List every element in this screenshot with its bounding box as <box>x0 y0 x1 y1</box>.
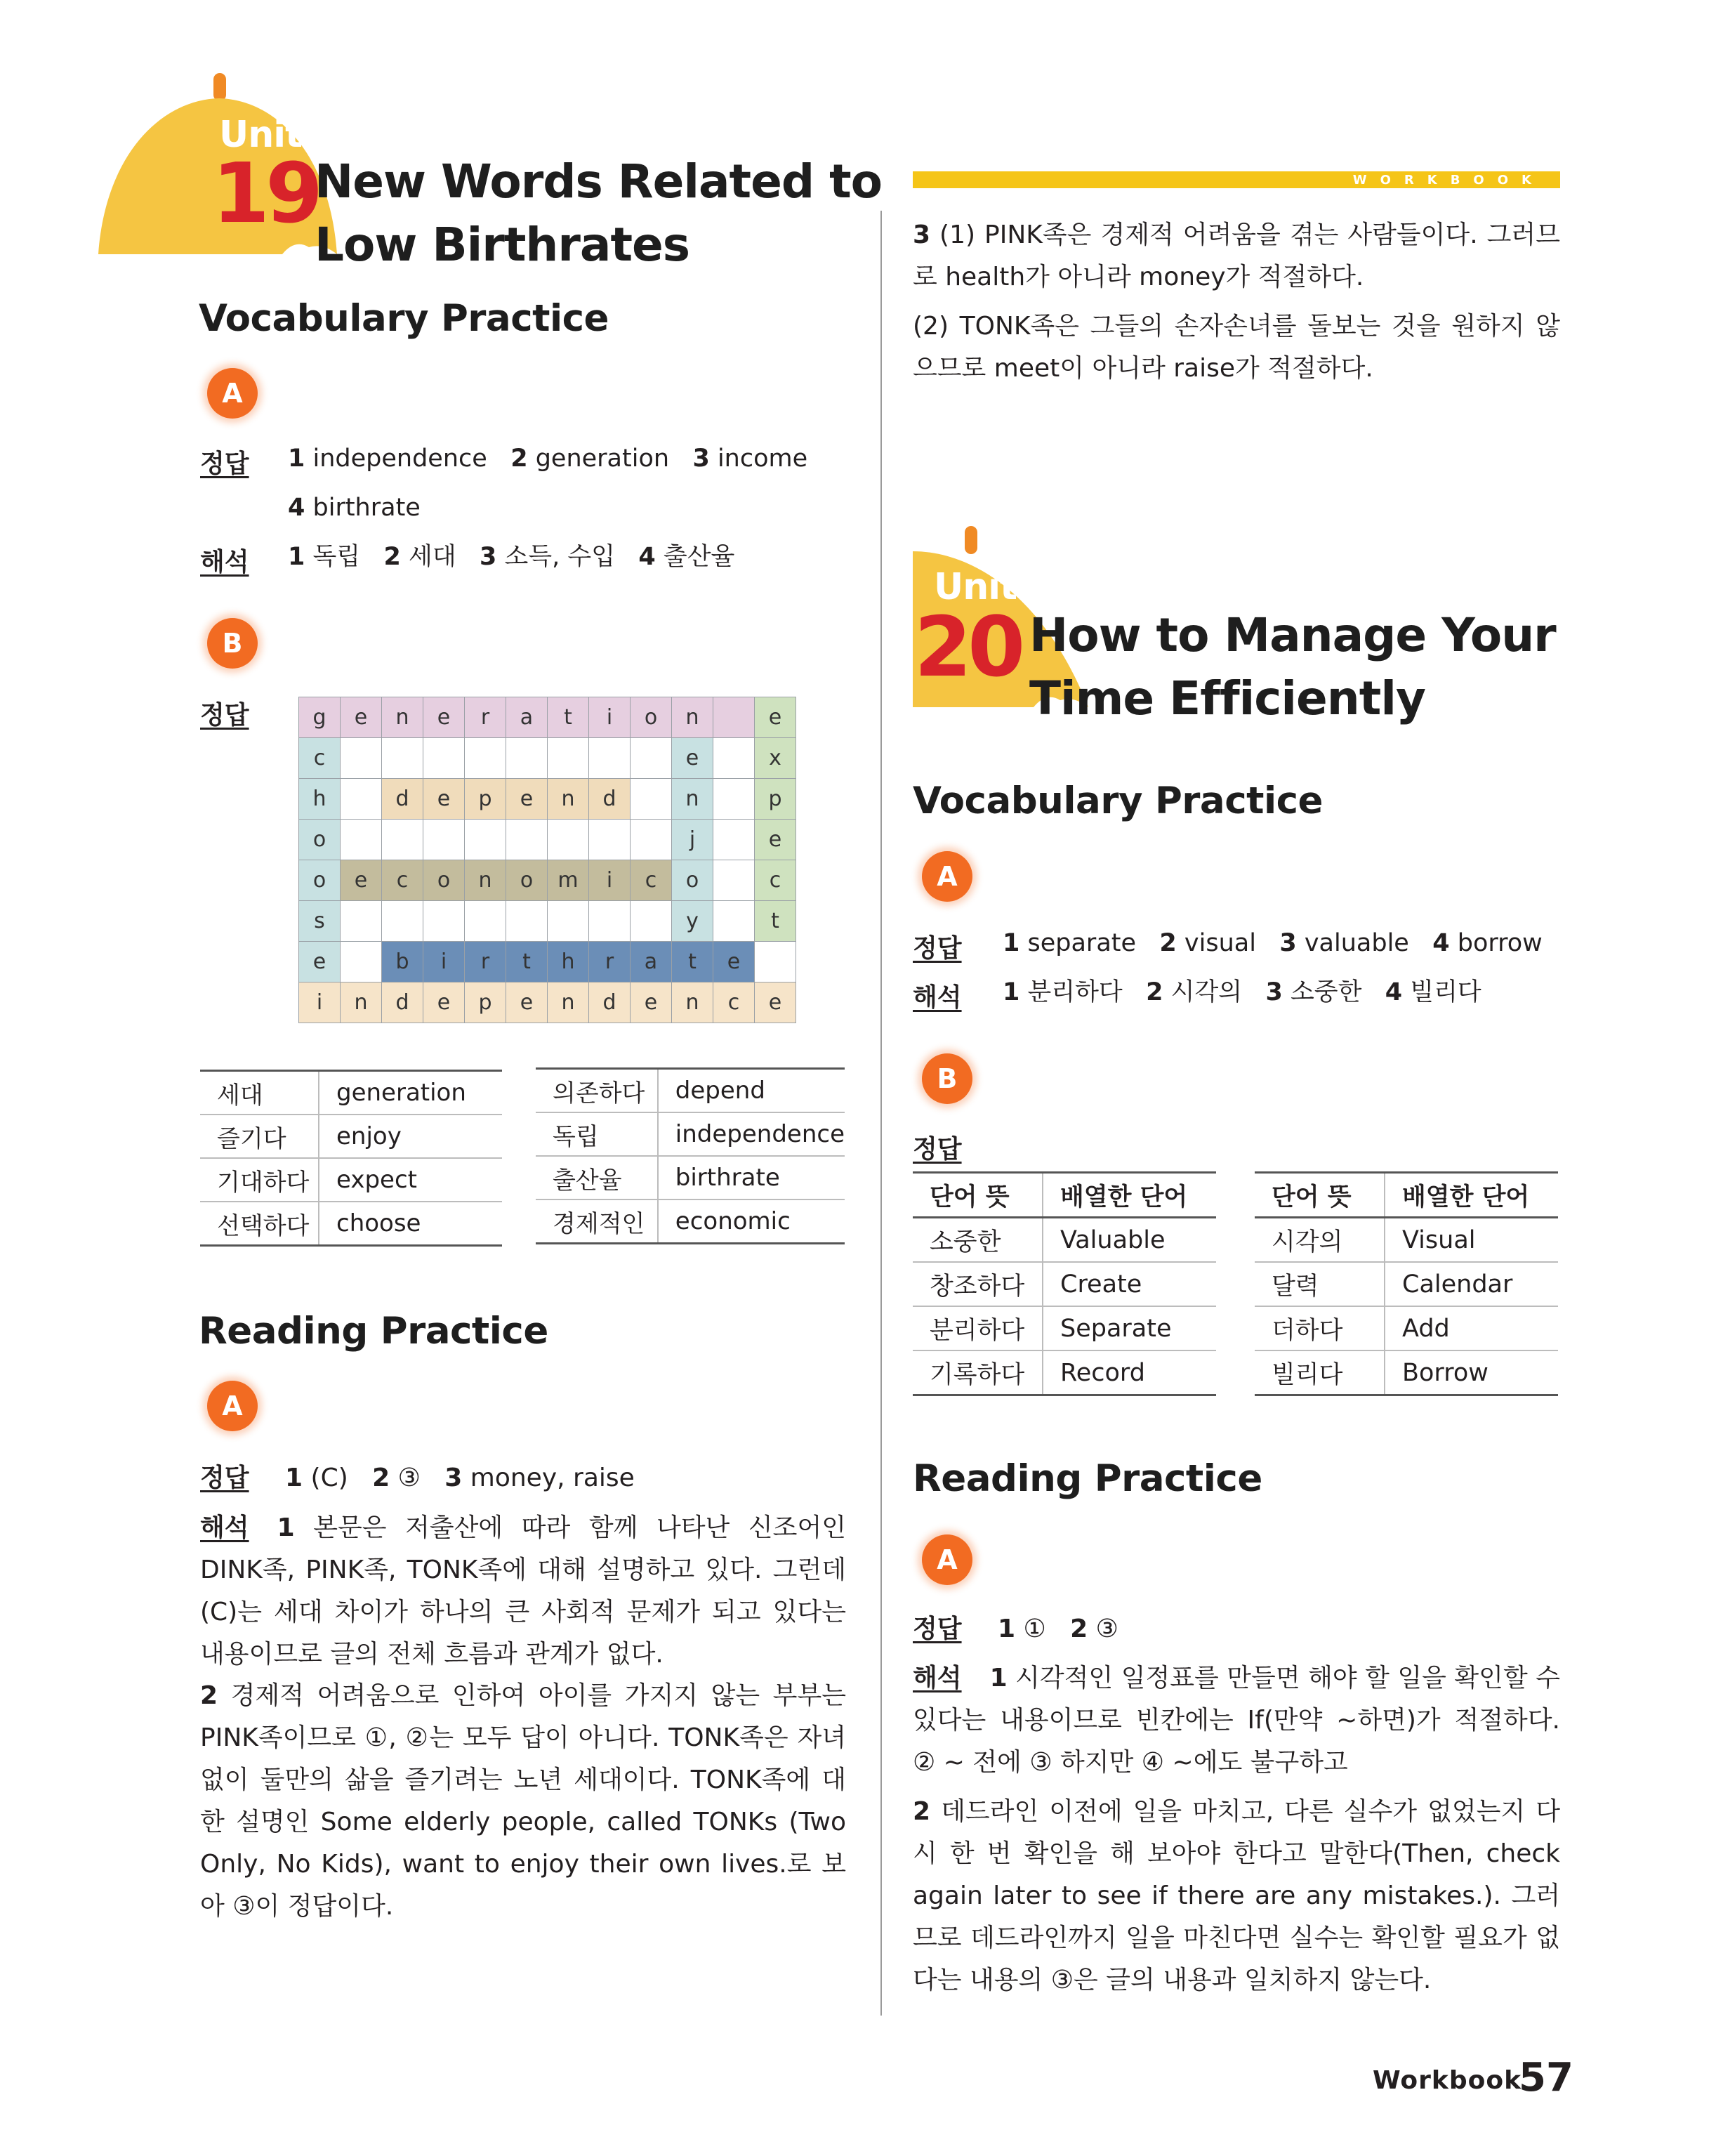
grid-cell: n <box>548 982 589 1023</box>
grid-cell <box>506 820 548 860</box>
grid-cell: d <box>589 982 631 1023</box>
unit-number: 19 <box>212 145 319 242</box>
grid-cell <box>713 901 755 942</box>
grid-cell: r <box>589 942 631 982</box>
grid-cell: n <box>672 779 713 820</box>
answer-label-b: 정답 <box>200 701 249 730</box>
table-row: 의존하다 depend <box>536 1069 845 1113</box>
grid-cell: a <box>631 942 672 982</box>
table-row: 경제적인 economic <box>536 1199 845 1244</box>
grid-cell: g <box>299 697 341 738</box>
vocab-a-meanings: 1 독립 2 세대 3 소득, 수입 4 출산율 <box>288 543 735 571</box>
badge-a: A <box>207 368 258 419</box>
grid-cell <box>341 738 382 779</box>
word-search-grid <box>298 697 796 1023</box>
vocab-heading: Vocabulary Practice <box>199 297 609 340</box>
badge-a: A <box>922 851 972 902</box>
grid-cell: o <box>299 820 341 860</box>
table-row: 세대 generation <box>200 1071 502 1115</box>
grid-row <box>299 738 796 779</box>
unit-title-line2: Low Birthrates <box>315 218 690 272</box>
grid-cell <box>465 738 506 779</box>
grid-cell: h <box>548 942 589 982</box>
reading-a-explanation-1: 해석 1 본문은 저출산에 따라 함께 나타난 신조어인 DINK족, PINK족, TONK족에 대해 설명하고 있다. 그런데 (C)는 세대 차이가 하나의 큰 사회적 문제가 되고 있다는 내용이므로 글의 전체 흐름과 관계가 없다. <box>200 1513 847 1669</box>
table-row: 창조하다 Create <box>913 1262 1216 1306</box>
grid-cell: h <box>299 779 341 820</box>
grid-cell: y <box>672 901 713 942</box>
grid-cell: s <box>299 901 341 942</box>
grid-cell <box>631 820 672 860</box>
grid-cell: c <box>299 738 341 779</box>
grid-cell <box>755 942 796 982</box>
grid-cell: e <box>713 942 755 982</box>
grid-cell: r <box>465 697 506 738</box>
grid-cell <box>631 779 672 820</box>
grid-cell: b <box>382 942 423 982</box>
grid-cell: e <box>423 779 465 820</box>
vocab-a-meanings: 1 분리하다 2 시각의 3 소중한 4 빌리다 <box>1003 978 1481 1006</box>
grid-cell: d <box>382 982 423 1023</box>
grid-cell: o <box>506 860 548 901</box>
answer-label: 정답 <box>200 449 249 478</box>
grid-cell <box>423 901 465 942</box>
grid-cell <box>382 901 423 942</box>
grid-cell: c <box>755 860 796 901</box>
grid-cell: e <box>423 982 465 1023</box>
grid-cell: n <box>672 982 713 1023</box>
grid-cell <box>506 738 548 779</box>
grid-cell <box>382 820 423 860</box>
unit-label: Unit <box>219 114 302 156</box>
grid-cell: e <box>423 697 465 738</box>
grid-cell: n <box>382 697 423 738</box>
table-row: 달력 Calendar <box>1255 1262 1558 1306</box>
vocab-table-left <box>200 1070 502 1247</box>
grid-row <box>299 860 796 901</box>
grid-cell: c <box>631 860 672 901</box>
grid-cell: e <box>506 779 548 820</box>
grid-cell: n <box>341 982 382 1023</box>
badge-b: B <box>922 1053 972 1104</box>
vocab-table-right <box>1255 1171 1558 1396</box>
grid-cell <box>548 738 589 779</box>
grid-cell <box>548 901 589 942</box>
reading-a-answer: 정답 1 (C) 2 ③ 3 money, raise <box>200 1464 635 1492</box>
grid-cell: n <box>465 860 506 901</box>
grid-row <box>299 982 796 1023</box>
grid-row <box>299 697 796 738</box>
grid-cell <box>589 901 631 942</box>
footer-label: Workbook <box>1373 2066 1522 2095</box>
grid-cell: t <box>672 942 713 982</box>
grid-cell: i <box>423 942 465 982</box>
explain-label: 해석 <box>200 548 249 577</box>
page-number: 57 <box>1519 2055 1573 2101</box>
unit-label: Unit <box>934 566 1017 608</box>
badge-a-reading: A <box>207 1381 258 1431</box>
grid-cell <box>631 901 672 942</box>
unit-title-line1: How to Manage Your <box>1029 608 1556 662</box>
grid-cell <box>382 738 423 779</box>
table-row: 즐기다 enjoy <box>200 1115 502 1158</box>
grid-cell: i <box>589 860 631 901</box>
table-row: 분리하다 Separate <box>913 1306 1216 1350</box>
grid-cell <box>506 901 548 942</box>
grid-cell: e <box>341 697 382 738</box>
table-row: 시각의 Visual <box>1255 1218 1558 1263</box>
grid-cell: t <box>548 697 589 738</box>
grid-row <box>299 820 796 860</box>
table-row: 빌리다 Borrow <box>1255 1350 1558 1395</box>
grid-cell: e <box>631 982 672 1023</box>
grid-cell: e <box>755 697 796 738</box>
badge-a-reading: A <box>922 1534 972 1585</box>
grid-cell <box>713 697 755 738</box>
grid-cell: d <box>382 779 423 820</box>
reading-heading: Reading Practice <box>913 1457 1262 1500</box>
grid-cell: j <box>672 820 713 860</box>
grid-cell <box>341 779 382 820</box>
vocab-table-right <box>536 1067 845 1244</box>
grid-cell: i <box>299 982 341 1023</box>
grid-cell <box>465 901 506 942</box>
grid-cell <box>548 820 589 860</box>
grid-row <box>299 942 796 982</box>
vocab-heading: Vocabulary Practice <box>913 780 1323 822</box>
table-row: 출산율 birthrate <box>536 1156 845 1199</box>
grid-cell <box>341 942 382 982</box>
grid-cell <box>341 820 382 860</box>
grid-cell: e <box>299 942 341 982</box>
table-row: 기록하다 Record <box>913 1350 1216 1395</box>
table-row: 기대하다 expect <box>200 1158 502 1202</box>
grid-cell: n <box>672 697 713 738</box>
grid-cell: e <box>672 738 713 779</box>
workbook-tag: WORKBOOK <box>1352 173 1545 188</box>
grid-cell <box>631 738 672 779</box>
grid-cell: o <box>672 860 713 901</box>
grid-cell <box>713 860 755 901</box>
grid-cell <box>713 738 755 779</box>
grid-cell: e <box>755 820 796 860</box>
grid-cell: n <box>548 779 589 820</box>
grid-cell <box>589 738 631 779</box>
grid-cell <box>589 820 631 860</box>
grid-cell: e <box>341 860 382 901</box>
table-header: 단어 뜻 배열한 단어 <box>913 1173 1216 1218</box>
unit-number: 20 <box>914 598 1022 695</box>
grid-cell <box>465 820 506 860</box>
grid-cell: c <box>382 860 423 901</box>
badge-b: B <box>207 618 258 669</box>
unit-title-line1: New Words Related to <box>315 155 882 209</box>
grid-cell: r <box>465 942 506 982</box>
grid-row <box>299 901 796 942</box>
grid-cell: o <box>299 860 341 901</box>
grid-cell: t <box>506 942 548 982</box>
column-divider <box>880 211 882 2016</box>
grid-cell: p <box>755 779 796 820</box>
answer-label-b: 정답 <box>913 1135 962 1164</box>
reading-a-explanation-2: 2 경제적 어려움으로 인하여 아이를 가지지 않는 부부는 PINK족이므로 ①, ②는 모두 답이 아니다. TONK족은 자녀 없이 둘만의 삶을 즐기려는 노년 세대이다. TONK족에 대한 설명인 Some elderly people, called TONKs (Two Only, No Kids), want to enjoy their own lives.로 보아 ③이 정답이다. <box>200 1681 847 1921</box>
grid-cell: c <box>713 982 755 1023</box>
vocab-table-left <box>913 1171 1216 1396</box>
grid-cell: d <box>589 779 631 820</box>
grid-cell: o <box>423 860 465 901</box>
unit-title-line2: Time Efficiently <box>1029 671 1425 725</box>
grid-cell: m <box>548 860 589 901</box>
table-row: 소중한 Valuable <box>913 1218 1216 1263</box>
grid-cell <box>713 779 755 820</box>
grid-cell <box>423 820 465 860</box>
table-header: 단어 뜻 배열한 단어 <box>1255 1173 1558 1218</box>
reading-a-explanation-2: 2 데드라인 이전에 일을 마치고, 다른 실수가 없었는지 다시 한 번 확인을 해 보아야 한다고 말한다(Then, check again later to see if there are any mistakes.). 그러므로 데드라인까지 일을 마친다면 실수는 확인할 필요가 없다는 내용의 ③은 글의 내용과 일치하지 않는다. <box>913 1797 1560 1994</box>
grid-cell: i <box>589 697 631 738</box>
grid-cell: e <box>755 982 796 1023</box>
grid-cell: x <box>755 738 796 779</box>
grid-row <box>299 779 796 820</box>
grid-cell <box>341 901 382 942</box>
explain-label: 해석 <box>913 983 962 1012</box>
table-row: 독립 independence <box>536 1112 845 1156</box>
grid-cell: e <box>506 982 548 1023</box>
vocab-a-answers: 1 separate 2 visual 3 valuable 4 borrow <box>1003 929 1543 957</box>
grid-cell: t <box>755 901 796 942</box>
grid-cell: p <box>465 982 506 1023</box>
grid-cell: p <box>465 779 506 820</box>
table-row: 선택하다 choose <box>200 1202 502 1246</box>
reading-a-answer: 정답 1 ① 2 ③ <box>913 1615 1118 1643</box>
grid-cell: a <box>506 697 548 738</box>
grid-cell <box>423 738 465 779</box>
grid-cell <box>713 820 755 860</box>
vocab-a-answers: 1 independence 2 generation 3 income 4 birthrate <box>288 445 808 522</box>
grid-cell: o <box>631 697 672 738</box>
reading-a-explanation-1: 해석 1 시각적인 일정표를 만들면 해야 할 일을 확인할 수 있다는 내용이므로 빈칸에는 If(만약 ~하면)가 적절하다. ② ~ 전에 ③ 하지만 ④ ~에도 불구하고 <box>913 1664 1560 1777</box>
table-row: 더하다 Add <box>1255 1306 1558 1350</box>
reading-heading: Reading Practice <box>199 1310 548 1353</box>
answer-label: 정답 <box>913 934 962 963</box>
continued-answer-2: (2) TONK족은 그들의 손자손녀를 돌보는 것을 원하지 않으므로 meet이 아니라 raise가 적절하다. <box>913 312 1560 383</box>
continued-answer-1: 3 (1) PINK족은 경제적 어려움을 겪는 사람들이다. 그러므로 health가 아니라 money가 적절하다. <box>913 221 1560 291</box>
